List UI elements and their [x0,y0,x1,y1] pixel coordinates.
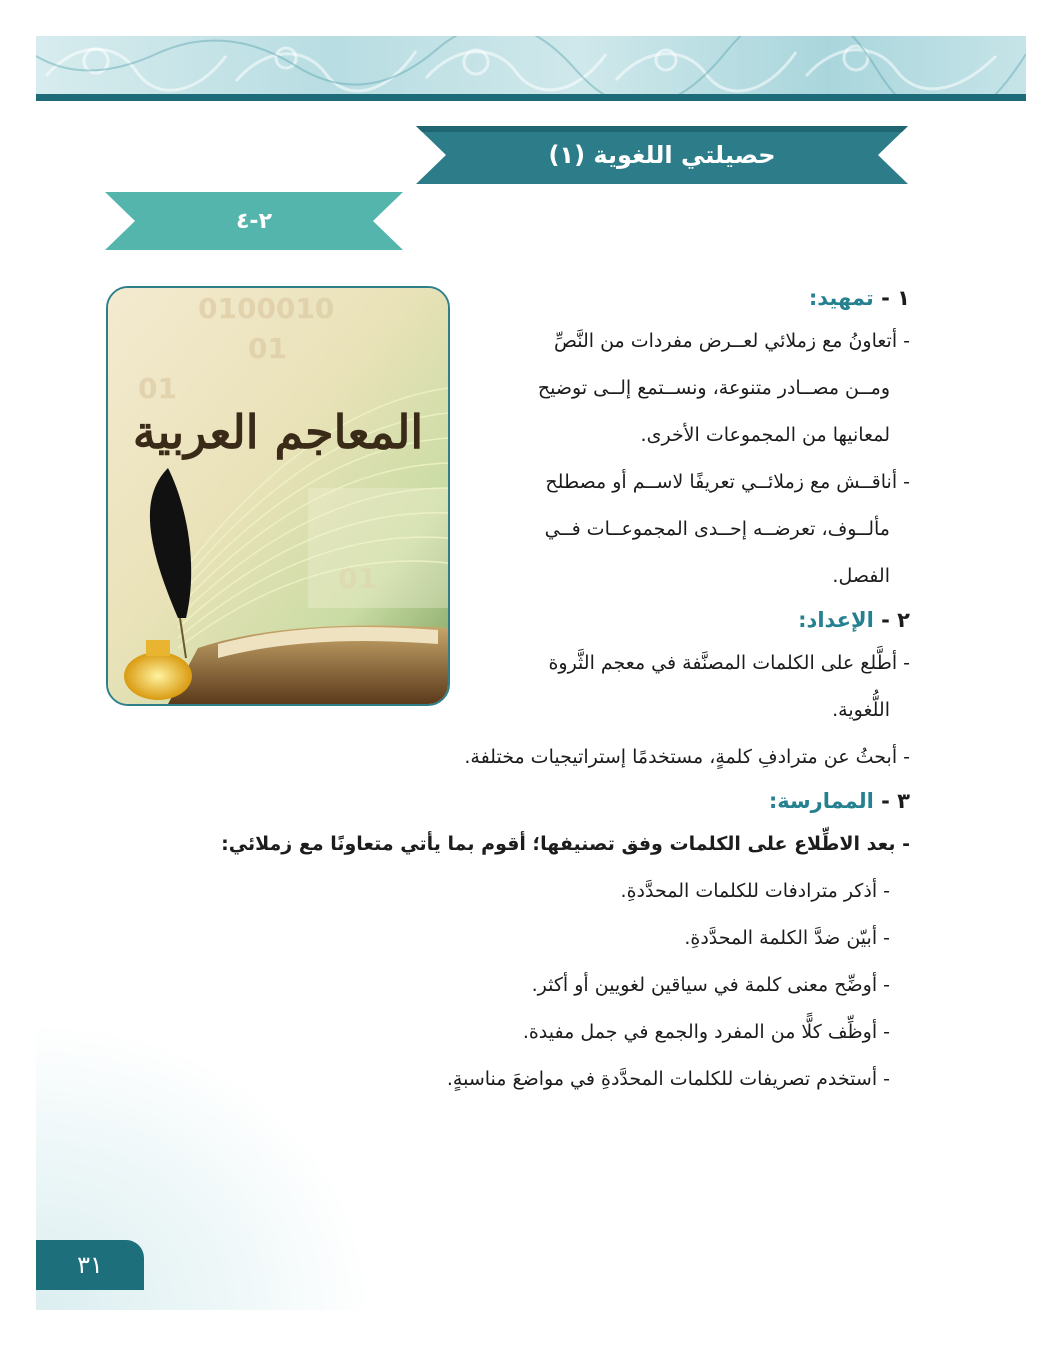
decorative-header-band [36,36,1026,94]
header-stripe [36,94,1026,101]
text-line: الفصل. [832,565,890,587]
text-line: مألــوف، تعرضــه إحــدى المجموعــات فــي [544,518,890,540]
practice-item: - أوضِّح معنى كلمة في سياقين لغويين أو أكثر. [531,974,890,996]
svg-text:01: 01 [338,562,377,595]
title-banner [416,126,908,184]
text-line: اللُّغوية. [832,699,890,721]
cover-calligraphy-title: المعاجم العربية [132,405,424,459]
section-number: ٢-٤ [235,208,272,234]
text-line: لمعانيها من المجموعات الأخرى. [640,424,890,446]
page-number: ٣١ [36,1240,144,1290]
lesson-content [210,278,910,1103]
page-title: حصيلتي اللغوية (١) [548,141,776,169]
section-heading-practice: ٣ - الممارسة: [768,789,910,813]
text-line: - أتعاونُ مع زملائي لعــرض مفردات من النَّصِّ [553,330,910,352]
svg-text:01: 01 [248,332,287,365]
practice-item: - أذكر مترادفات للكلمات المحدَّدةِ. [620,880,890,902]
practice-intro: - بعد الاطِّلاع على الكلمات وفق تصنيفها؛ أقوم بما يأتي متعاونًا مع زملائي: [221,833,910,855]
text-line: - أطَّلع على الكلمات المصنَّفة في معجم الثَّروة [548,652,910,674]
section-number-banner [105,192,403,250]
text-line: ومــن مصــادر متنوعة، ونســتمع إلــى توضيح [537,377,890,399]
section-heading-preparation: ١ - تمهيد: [808,286,910,310]
text-line: - أناقــش مع زملائــي تعريفًا لاســم أو مصطلح [545,471,910,493]
svg-text:0100010: 0100010 [198,292,335,325]
practice-item: - أبيّن ضدَّ الكلمة المحدَّدةِ. [684,927,890,949]
practice-item: - أستخدم تصريفات للكلمات المحدَّدةِ في مواضعَ مناسبةٍ. [446,1068,890,1090]
section-heading-setup: ٢ - الإعداد: [798,608,910,632]
svg-text:01: 01 [138,372,177,405]
text-line: - أبحثُ عن مترادفِ كلمةٍ، مستخدمًا إستراتيجيات مختلفة. [464,746,910,768]
arabesque-pattern-icon [36,36,1026,94]
practice-item: - أوظِّف كلًّا من المفرد والجمع في جمل مفيدة. [522,1021,890,1043]
